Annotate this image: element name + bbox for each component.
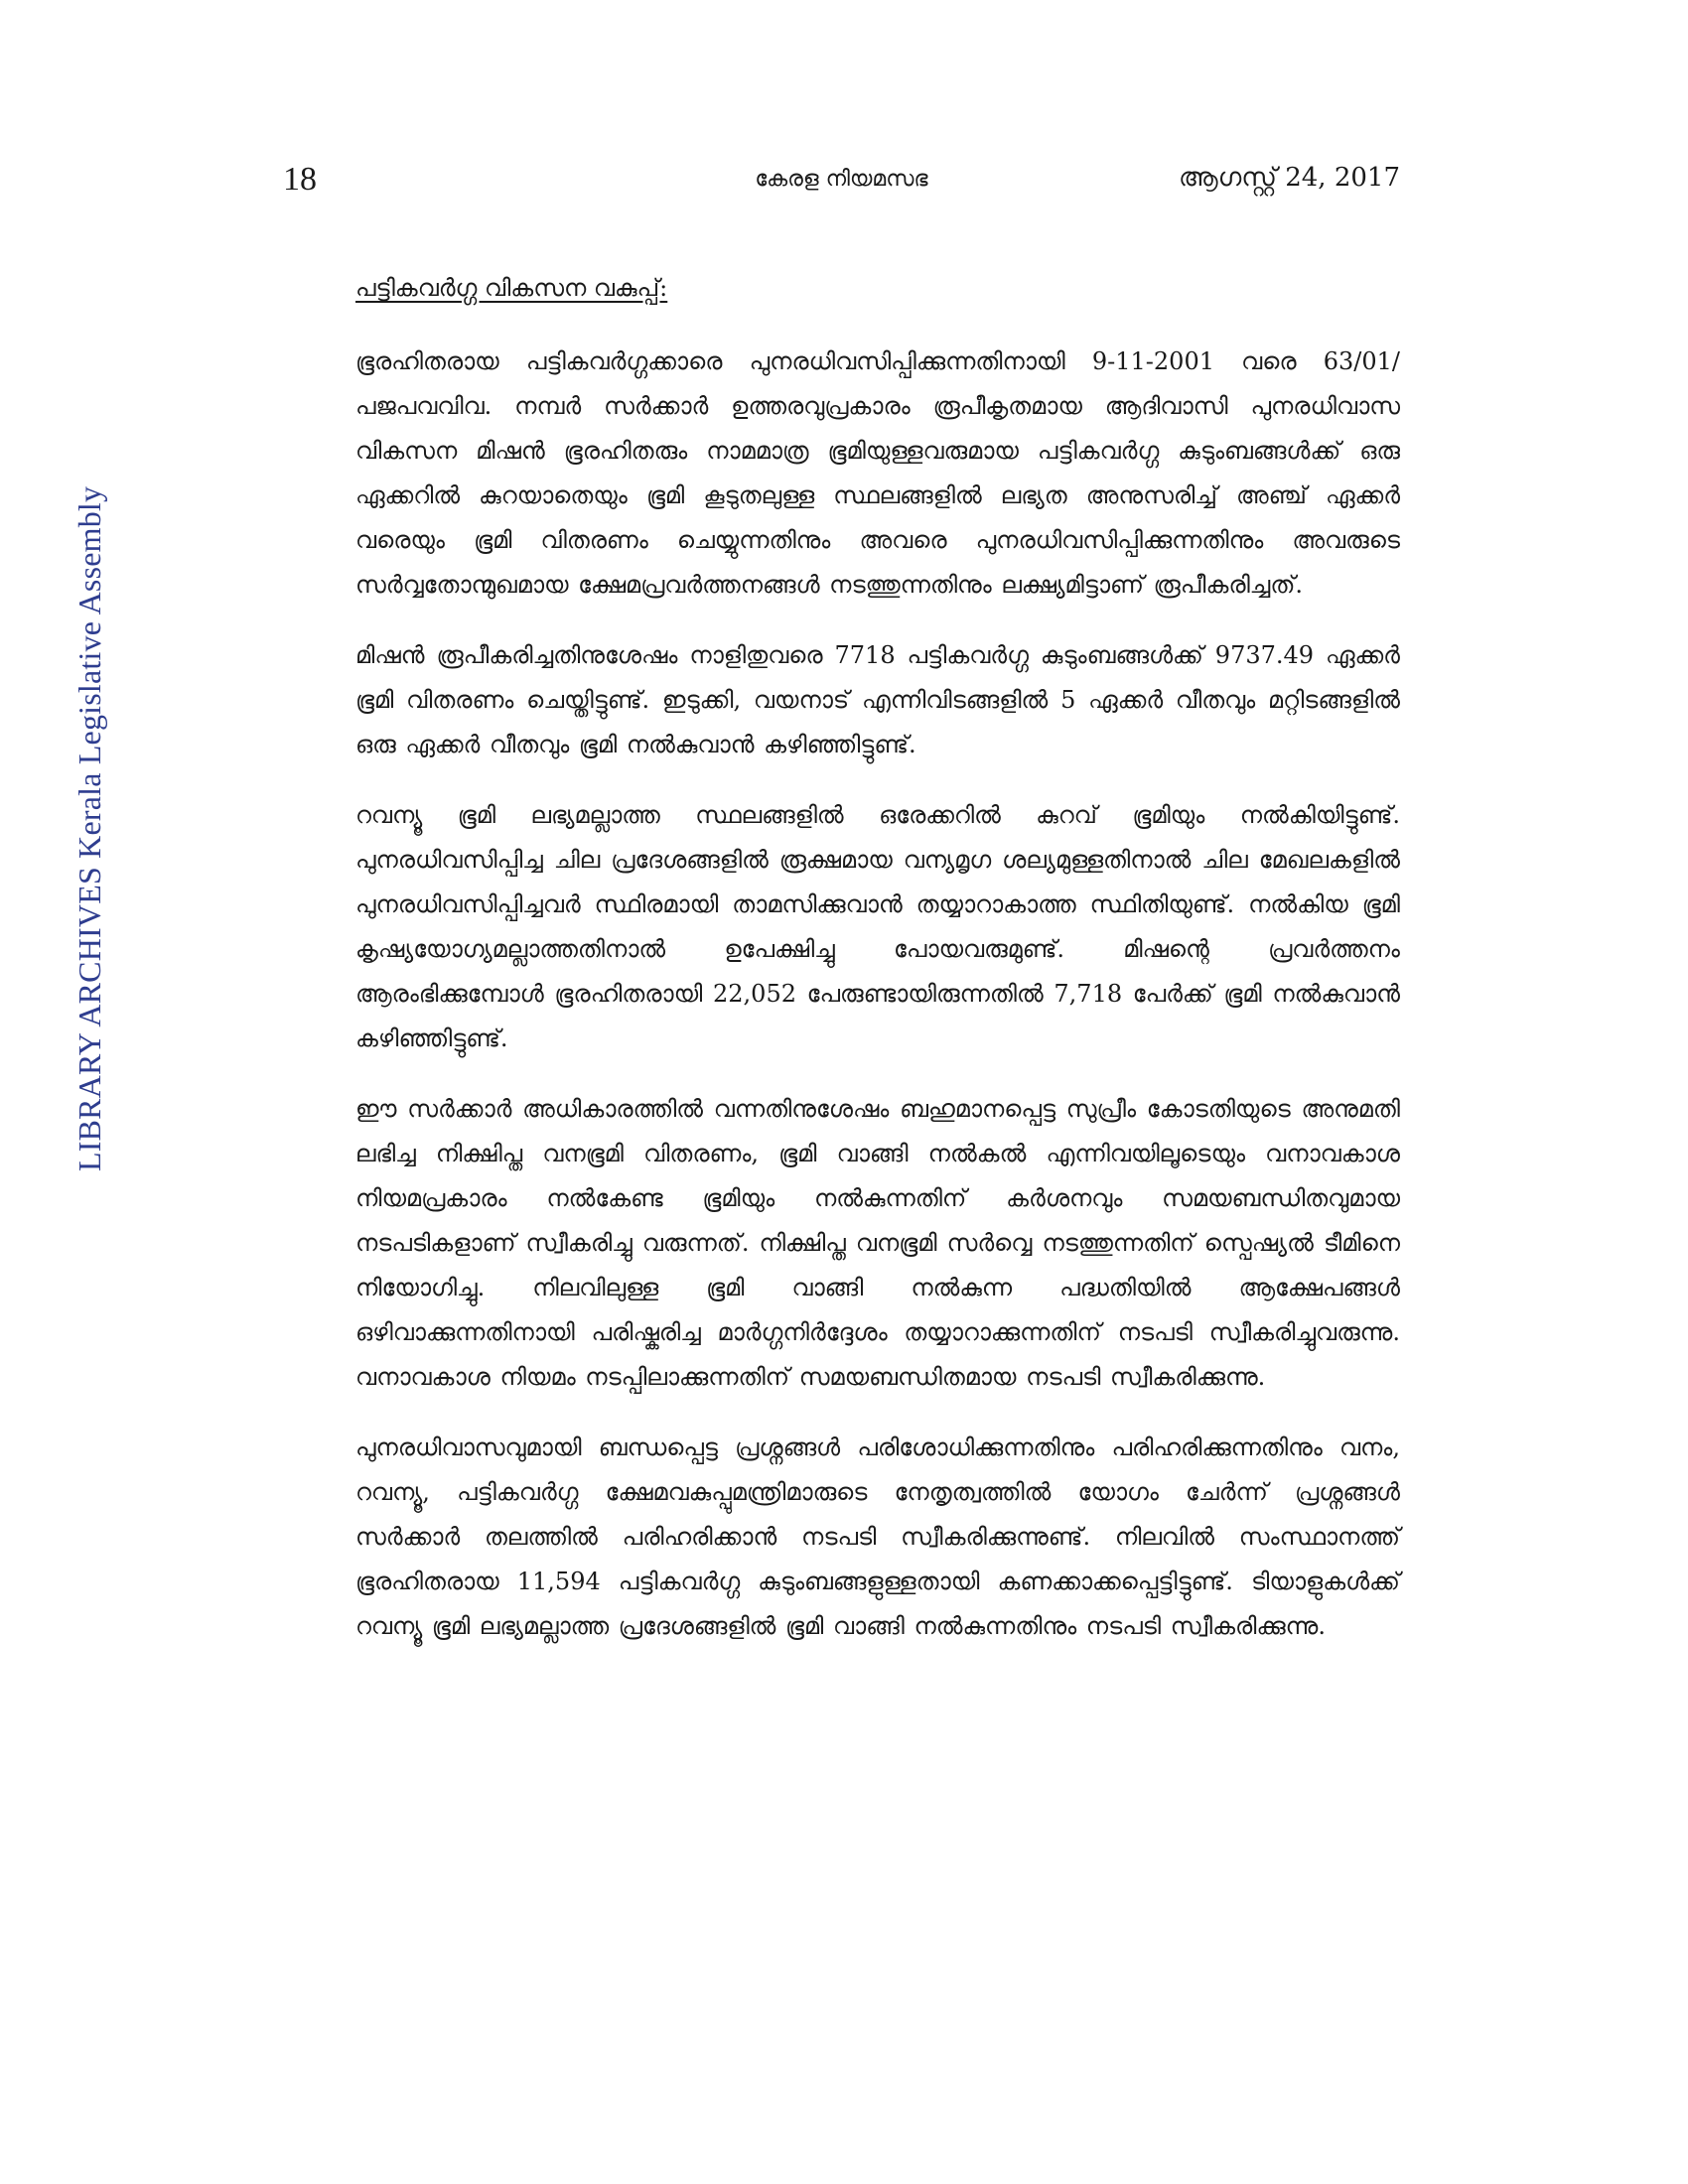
document-body xyxy=(355,270,1400,1675)
paragraph: റവന്യൂ ഭൂമി ലഭ്യമല്ലാത്ത സ്ഥലങ്ങളിൽ ഒരേക്കറിൽ കുറവ് ഭൂമിയും നൽകിയിട്ടുണ്ട്. പുനരധിവസിപ്പിച്ച ചില പ്രദേശങ്ങളിൽ രൂക്ഷമായ വന്യമൃഗ ശല്യമുള്ളതിനാൽ ചില മേഖലകളിൽ പുനരധിവസിപ്പിച്ചവർ സ്ഥിരമായി താമസിക്കുവാൻ തയ്യാറാകാത്ത സ്ഥിതിയുണ്ട്. നൽകിയ ഭൂമി കൃഷ്യയോഗ്യമല്ലാത്തതിനാൽ ഉപേക്ഷിച്ചു പോയവരുമുണ്ട്. മിഷന്റെ പ്രവർത്തനം ആരംഭിക്കുമ്പോൾ ഭൂരഹിതരായി 22,052 പേരുണ്ടായിരുന്നതിൽ 7,718 പേർക്ക് ഭൂമി നൽകുവാൻ കഴിഞ്ഞിട്ടുണ്ട്. xyxy=(355,801,1400,1052)
paragraph: ഭൂരഹിതരായ പട്ടികവർഗ്ഗക്കാരെ പുനരധിവസിപ്പിക്കുന്നതിനായി 9-11-2001 വരെ 63/01/പജപവവിവ. നമ്പർ സർക്കാർ ഉത്തരവുപ്രകാരം രൂപീകൃതമായ ആദിവാസി പുനരധിവാസ വികസന മിഷൻ ഭൂരഹിതരും നാമമാത്ര ഭൂമിയുള്ളവരുമായ പട്ടികവർഗ്ഗ കുടുംബങ്ങൾക്ക് ഒരു ഏക്കറിൽ കുറയാതെയും ഭൂമി കൂടുതലുള്ള സ്ഥലങ്ങളിൽ ലഭ്യത അനുസരിച്ച് അഞ്ച് ഏക്കർ വരെയും ഭൂമി വിതരണം ചെയ്യുന്നതിനും അവരെ പുനരധിവസിപ്പിക്കുന്നതിനും അവരുടെ സർവ്വതോന്മുഖമായ ക്ഷേമപ്രവർത്തനങ്ങൾ നടത്തുന്നതിനും ലക്ഷ്യമിട്ടാണ് രൂപീകരിച്ചത്. xyxy=(355,347,1400,599)
page-header xyxy=(283,161,1400,205)
paragraph: പുനരധിവാസവുമായി ബന്ധപ്പെട്ട പ്രശ്നങ്ങൾ പരിശോധിക്കുന്നതിനും പരിഹരിക്കുന്നതിനും വനം, റവന്യൂ, പട്ടികവർഗ്ഗ ക്ഷേമവകുപ്പുമന്ത്രിമാരുടെ നേതൃത്വത്തിൽ യോഗം ചേർന്ന് പ്രശ്നങ്ങൾ സർക്കാർ തലത്തിൽ പരിഹരിക്കാൻ നടപടി സ്വീകരിക്കുന്നുണ്ട്. നിലവിൽ സംസ്ഥാനത്ത് ഭൂരഹിതരായ 11,594 പട്ടികവർഗ്ഗ കുടുംബങ്ങളുള്ളതായി കണക്കാക്കപ്പെട്ടിട്ടുണ്ട്. ടിയാളുകൾക്ക് റവന്യൂ ഭൂമി ലഭ്യമല്ലാത്ത പ്രദേശങ്ങളിൽ ഭൂമി വാങ്ങി നൽകുന്നതിനും നടപടി സ്വീകരിക്കുന്നു. xyxy=(355,1433,1400,1640)
header-date: ആഗസ്റ്റ് 24, 2017 xyxy=(1179,163,1400,193)
page-number: 18 xyxy=(283,161,317,198)
header-title: കേരള നിയമസഭ xyxy=(755,167,928,192)
section-heading: പട്ടികവർഗ്ഗ വികസന വകുപ്പ്: xyxy=(355,274,668,302)
paragraph: ഈ സർക്കാർ അധികാരത്തിൽ വന്നതിനുശേഷം ബഹുമാനപ്പെട്ട സുപ്രീം കോടതിയുടെ അനുമതി ലഭിച്ച നിക്ഷിപ്ത വനഭൂമി വിതരണം, ഭൂമി വാങ്ങി നൽകൽ എന്നിവയിലൂടെയും വനാവകാശ നിയമപ്രകാരം നൽകേണ്ട ഭൂമിയും നൽകുന്നതിന് കർശനവും സമയബന്ധിതവുമായ നടപടികളാണ് സ്വീകരിച്ചു വരുന്നത്. നിക്ഷിപ്ത വനഭൂമി സർവ്വെ നടത്തുന്നതിന് സ്പെഷ്യൽ ടീമിനെ നിയോഗിച്ചു. നിലവിലുള്ള ഭൂമി വാങ്ങി നൽകുന്ന പദ്ധതിയിൽ ആക്ഷേപങ്ങൾ ഒഴിവാക്കുന്നതിനായി പരിഷ്കരിച്ച മാർഗ്ഗനിർദ്ദേശം തയ്യാറാക്കുന്നതിന് നടപടി സ്വീകരിച്ചുവരുന്നു. വനാവകാശ നിയമം നടപ്പിലാക്കുന്നതിന് സമയബന്ധിതമായ നടപടി സ്വീകരിക്കുന്നു. xyxy=(355,1095,1400,1391)
archive-stamp: LIBRARY ARCHIVES Kerala Legislative Assembly xyxy=(71,485,107,1171)
paragraph: മിഷൻ രൂപീകരിച്ചതിനുശേഷം നാളിതുവരെ 7718 പട്ടികവർഗ്ഗ കുടുംബങ്ങൾക്ക് 9737.49 ഏക്കർ ഭൂമി വിതരണം ചെയ്തിട്ടുണ്ട്. ഇടുക്കി, വയനാട് എന്നിവിടങ്ങളിൽ 5 ഏക്കർ വീതവും മറ്റിടങ്ങളിൽ ഒരു ഏക്കർ വീതവും ഭൂമി നൽകുവാൻ കഴിഞ്ഞിട്ടുണ്ട്. xyxy=(355,641,1400,758)
